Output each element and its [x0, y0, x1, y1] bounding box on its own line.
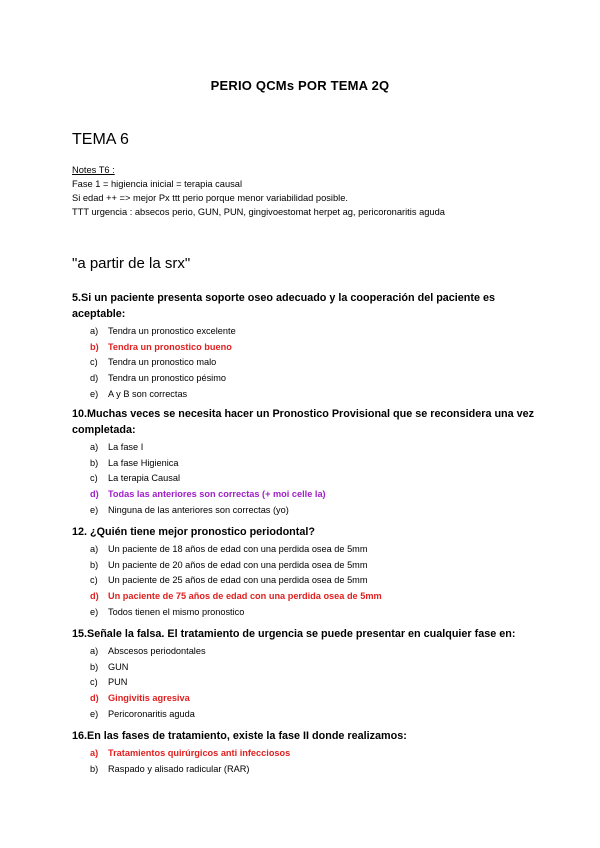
option-item: [72, 324, 542, 340]
option-text: Abscesos periodontales: [108, 646, 206, 656]
option-item-correct: [72, 340, 542, 356]
option-item: [72, 660, 542, 676]
notes-heading: Notes T6 :: [72, 165, 115, 175]
option-text: Un paciente de 25 años de edad con una perdida osea de 5mm: [108, 575, 368, 586]
option-text: Ninguna de las anteriores son correctas (yo): [108, 504, 289, 515]
option-item: [72, 456, 542, 472]
option-letter: e): [90, 708, 99, 719]
question-block: [72, 626, 542, 722]
option-text: La fase Higienica: [108, 457, 179, 468]
option-item: [72, 387, 542, 403]
question-text: 5.Si un paciente presenta soporte oseo adecuado y la cooperación del paciente es aceptable:: [72, 292, 496, 320]
question-text: 16.En las fases de tratamiento, existe la fase II donde realizamos:: [72, 730, 407, 742]
option-letter: a): [90, 326, 99, 336]
option-item: [72, 471, 542, 487]
option-text: Todas las anteriores son correctas (+ moi celle la): [108, 489, 326, 500]
options-list: [72, 542, 542, 620]
option-letter: a): [90, 748, 99, 758]
option-item: [72, 542, 542, 558]
option-letter: b): [90, 763, 99, 774]
option-item: [72, 675, 542, 691]
option-text: Raspado y alisado radicular (RAR): [108, 763, 250, 774]
option-item-correct: [72, 589, 542, 605]
option-item: [72, 573, 542, 589]
options-list: [72, 746, 542, 777]
option-item: [72, 707, 542, 723]
option-item: [72, 371, 542, 387]
option-text: GUN: [108, 661, 129, 672]
option-item-correct: [72, 487, 542, 503]
notes-line: Si edad ++ => mejor Px ttt perio porque menor variabilidad posible.: [72, 193, 348, 203]
option-text: Tratamientos quirúrgicos anti infecciosos: [108, 748, 291, 758]
option-text: Gingivitis agresiva: [108, 693, 190, 704]
option-item: [72, 605, 542, 621]
question-text: 12. ¿Quién tiene mejor pronostico periodontal?: [72, 526, 315, 538]
options-list: [72, 324, 542, 402]
option-letter: b): [90, 457, 99, 468]
notes-block: [72, 163, 542, 219]
option-item: [72, 644, 542, 660]
option-letter: c): [90, 357, 98, 368]
option-item-correct: [72, 691, 542, 707]
option-letter: a): [90, 646, 99, 656]
option-letter: d): [90, 693, 99, 704]
question-text: 15.Señale la falsa. El tratamiento de urgencia se puede presentar en cualquier fase en:: [72, 628, 516, 640]
option-letter: c): [90, 677, 98, 688]
option-text: Tendra un pronostico malo: [108, 357, 217, 368]
option-item: [72, 558, 542, 574]
question-block: [72, 728, 542, 777]
option-letter: e): [90, 606, 99, 617]
option-letter: b): [90, 661, 99, 672]
option-item-correct: [72, 746, 542, 762]
option-text: La terapia Causal: [108, 473, 181, 484]
option-letter: d): [90, 489, 99, 500]
option-text: La fase I: [108, 442, 144, 452]
option-letter: b): [90, 341, 99, 352]
question-block: [72, 406, 542, 518]
option-item: [72, 503, 542, 519]
option-text: Pericoronaritis aguda: [108, 708, 195, 719]
option-text: Un paciente de 18 años de edad con una perdida osea de 5mm: [108, 544, 368, 554]
option-text: A y B son correctas: [108, 388, 188, 399]
question-block: [72, 290, 542, 402]
option-text: Tendra un pronostico excelente: [108, 326, 236, 336]
question-text: 10.Muchas veces se necesita hacer un Pronostico Provisional que se reconsidera una vez completada:: [72, 408, 535, 436]
option-letter: e): [90, 388, 99, 399]
option-item: [72, 355, 542, 371]
option-text: PUN: [108, 677, 128, 688]
option-letter: d): [90, 373, 99, 384]
options-list: [72, 440, 542, 518]
options-list: [72, 644, 542, 722]
option-text: Un paciente de 75 años de edad con una perdida osea de 5mm: [108, 591, 382, 602]
section-heading: TEMA 6: [72, 131, 129, 148]
option-letter: a): [90, 442, 99, 452]
option-text: Tendra un pronostico pésimo: [108, 373, 226, 384]
option-text: Todos tienen el mismo pronostico: [108, 606, 245, 617]
option-letter: d): [90, 591, 99, 602]
option-letter: c): [90, 473, 98, 484]
option-text: Un paciente de 20 años de edad con una perdida osea de 5mm: [108, 559, 368, 570]
quote-heading: "a partir de la srx": [72, 255, 191, 272]
option-letter: b): [90, 559, 99, 570]
notes-line: Fase 1 = higiencia inicial = terapia causal: [72, 179, 243, 189]
document-title: PERIO QCMs POR TEMA 2Q: [210, 78, 390, 93]
option-letter: e): [90, 504, 99, 515]
option-letter: a): [90, 544, 99, 554]
option-item: [72, 762, 542, 778]
option-letter: c): [90, 575, 98, 586]
question-block: [72, 524, 542, 620]
option-text: Tendra un pronostico bueno: [108, 341, 232, 352]
option-item: [72, 440, 542, 456]
notes-line: TTT urgencia : absecos perio, GUN, PUN, gingivoestomat herpet ag, pericoronaritis aguda: [72, 207, 445, 217]
